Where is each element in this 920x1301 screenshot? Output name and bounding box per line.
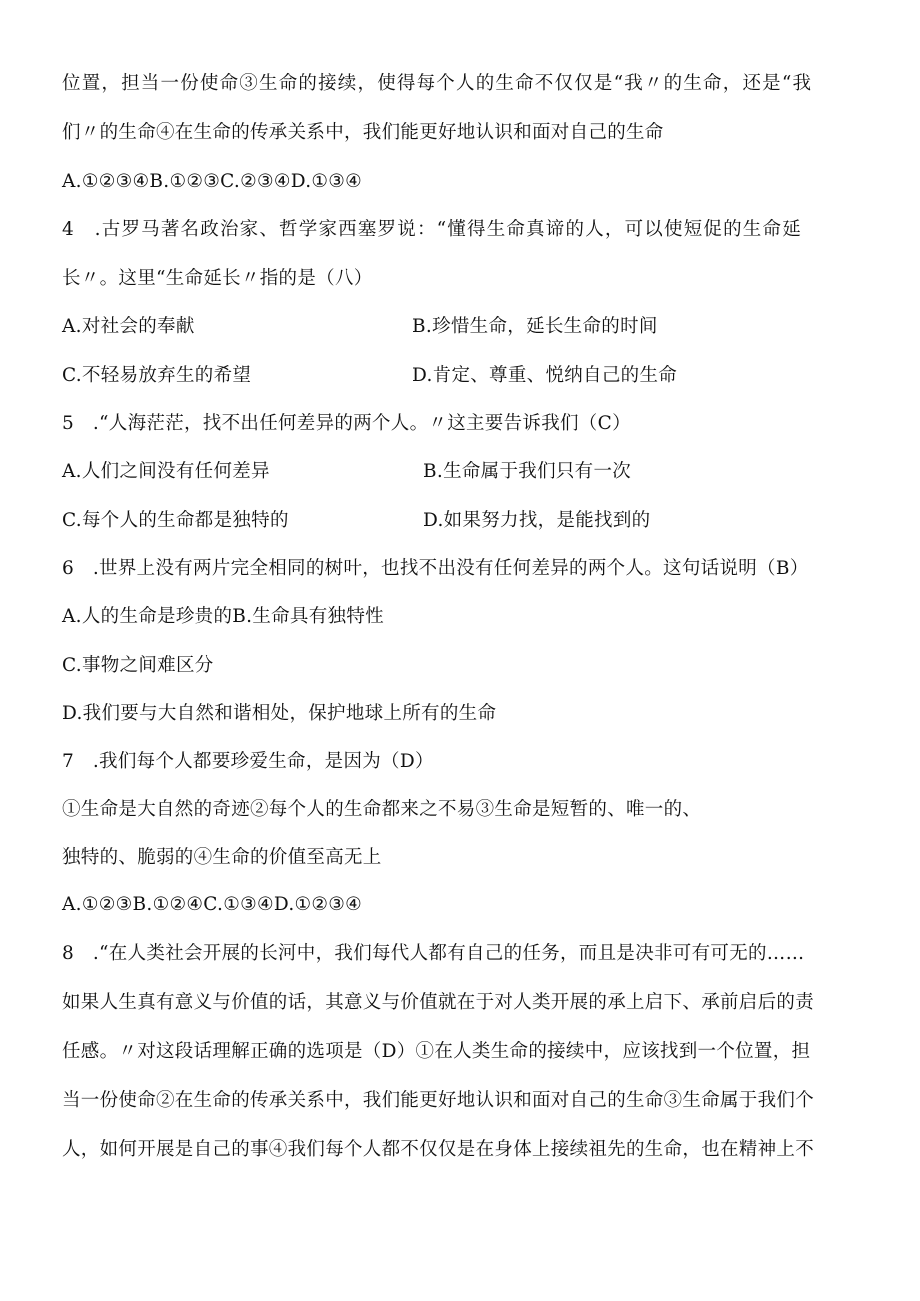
q4-option-d: D.肯定、尊重、悦纳自己的生命 xyxy=(412,365,678,386)
question-4-stem: 4 .古罗马著名政治家、哲学家西塞罗说：“懂得生命真谛的人，可以使短促的生命延 xyxy=(62,219,802,240)
text-line-2: 们〃的生命④在生命的传承关系中，我们能更好地认识和面对自己的生命 xyxy=(62,122,664,143)
q4-option-c: C.不轻易放弃生的希望 xyxy=(62,365,252,386)
question-7-stem: 7 .我们每个人都要珍爱生命，是因为（D） xyxy=(62,751,434,772)
q5-option-c: C.每个人的生命都是独特的 xyxy=(62,510,289,531)
question-8-stem-cont-3: 当一份使命②在生命的传承关系中，我们能更好地认识和面对自己的生命③生命属于我们个 xyxy=(62,1090,815,1111)
question-8-stem-cont-2: 任感。〃对这段话理解正确的选项是（D）①在人类生命的接续中，应该找到一个位置，担 xyxy=(62,1041,811,1062)
q6-options-ab: A.人的生命是珍贵的B.生命具有独特性 xyxy=(62,606,384,627)
q7-statements: ①生命是大自然的奇迹②每个人的生命都来之不易③生命是短暂的、唯一的、 xyxy=(62,799,702,820)
question-6-stem: 6 .世界上没有两片完全相同的树叶，也找不出没有任何差异的两个人。这句话说明（B） xyxy=(62,558,809,579)
question-4-stem-cont: 长〃。这里“生命延长〃指的是（八） xyxy=(62,268,373,289)
q5-option-d: D.如果努力找，是能找到的 xyxy=(423,510,651,531)
question-8-stem-cont-4: 人，如何开展是自己的事④我们每个人都不仅仅是在身体上接续祖先的生命，也在精神上不 xyxy=(62,1139,815,1160)
question-8-stem: 8 .“在人类社会开展的长河中，我们每代人都有自己的任务，而且是决非可有可无的…… xyxy=(62,943,805,964)
q4-option-b: B.珍惜生命，延长生命的时间 xyxy=(412,316,658,337)
q5-option-b: B.生命属于我们只有一次 xyxy=(423,461,632,482)
q7-statements-cont: 独特的、脆弱的④生命的价值至高无上 xyxy=(62,847,382,868)
q6-option-d: D.我们要与大自然和谐相处，保护地球上所有的生命 xyxy=(62,703,497,724)
question-8-stem-cont-1: 如果人生真有意义与价值的话，其意义与价值就在于对人类开展的承上启下、承前启后的责 xyxy=(62,992,815,1013)
q3-answer-options: A.①②③④B.①②③C.②③④D.①③④ xyxy=(62,171,363,192)
question-5-stem: 5 .“人海茫茫，找不出任何差异的两个人。〃这主要告诉我们（C） xyxy=(62,413,631,434)
q4-option-a: A.对社会的奉献 xyxy=(62,316,195,337)
q5-option-a: A.人们之间没有任何差异 xyxy=(62,461,270,482)
q7-answer-options: A.①②③B.①②④C.①③④D.①②③④ xyxy=(62,894,363,915)
q6-option-c: C.事物之间难区分 xyxy=(62,655,214,676)
text-line-1: 位置，担当一份使命③生命的接续，使得每个人的生命不仅仅是“我〃的生命，还是“我 xyxy=(62,73,813,94)
